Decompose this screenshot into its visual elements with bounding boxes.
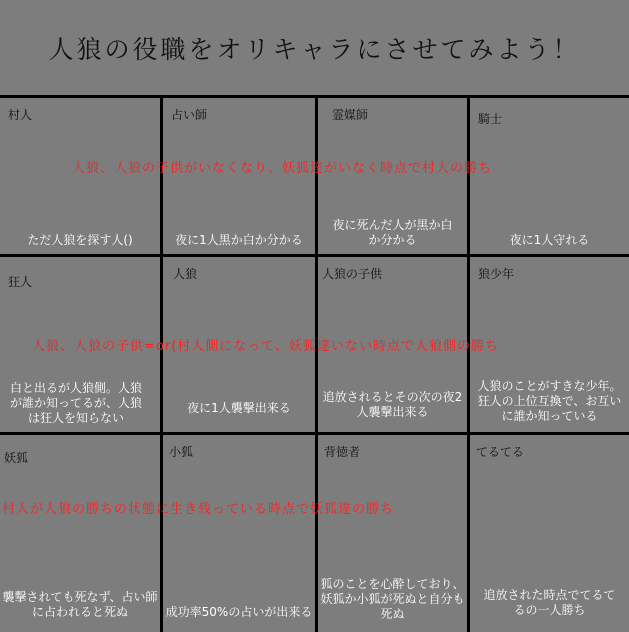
role-cell-medium (318, 98, 467, 254)
role-description: 夜に1人守れる (509, 233, 590, 247)
role-cell-seer (163, 98, 315, 254)
role-name: 村人 (8, 108, 33, 122)
role-name: 人狼の子供 (322, 267, 383, 281)
role-description: 成功率50%の占いが出来る (165, 605, 313, 619)
role-name: 妖狐 (4, 451, 29, 465)
role-cell-villager (0, 98, 160, 254)
role-description: 夜に1人襲撃出来る (187, 401, 291, 415)
win-condition-villagers: 人狼、人狼の子供がいなくなり、妖狐達がいなく時点で村人の勝ち (72, 161, 493, 176)
role-cell-knight (470, 98, 629, 254)
role-cell-fox (0, 435, 160, 632)
role-name: 狼少年 (478, 267, 515, 281)
role-description: 夜に1人黒か白か分かる (175, 233, 303, 247)
role-description: ただ人狼を探す人() (27, 233, 133, 247)
role-name: 占い師 (171, 108, 208, 122)
win-condition-werewolves: 人狼、人狼の子供=or(村人側になって、妖狐達いない時点で人狼側の勝ち (32, 339, 500, 354)
role-grid (0, 95, 629, 632)
page-title: 人狼の役職をオリキャラにさせてみよう！ (48, 35, 581, 64)
role-name: 騎士 (478, 112, 503, 126)
role-cell-little-fox (163, 435, 315, 632)
role-name: 人狼 (173, 267, 198, 281)
role-description: 夜に死んだ人が黒か白か分かる (332, 218, 453, 247)
role-name: 霊媒師 (332, 108, 369, 122)
role-name: 小狐 (169, 445, 194, 459)
role-description: 人狼のことがすきな少年。狂人の上位互換で、お互いに誰か知っている (477, 379, 622, 423)
role-cell-immoralist (318, 435, 467, 632)
role-description: 襲撃されても死なず、占い師に占われると死ぬ (2, 590, 158, 619)
role-name: てるてる (476, 445, 524, 459)
role-description: 追放されるとその次の夜2人襲撃出来る (322, 390, 463, 419)
win-condition-foxes: 村人が人狼の勝ちの状態に生き残っている時点で妖狐達の勝ち (2, 502, 395, 517)
role-name: 狂人 (8, 275, 33, 289)
role-name: 背徳者 (324, 445, 361, 459)
role-description: 追放された時点でてるてるの一人勝ち (483, 588, 616, 617)
role-cell-teruteru (470, 435, 629, 632)
role-description: 白と出るが人狼側。人狼が誰か知ってるが、人狼は狂人を知らない (9, 381, 142, 425)
role-description: 狐のことを心酔しており、妖狐か小狐が死ぬと自分も死ぬ (320, 577, 465, 621)
